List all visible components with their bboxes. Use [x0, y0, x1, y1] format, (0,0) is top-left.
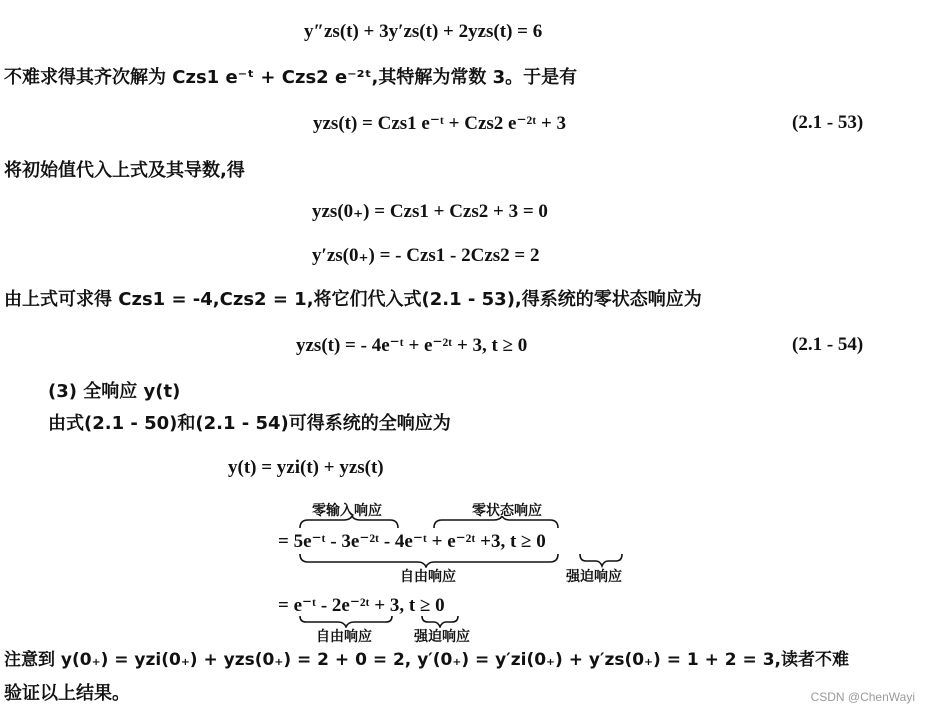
equation-final: = e⁻ᵗ - 2e⁻²ᵗ + 3, t ≥ 0 — [278, 595, 445, 616]
equation-yzs-general: yzs(t) = Czs1 e⁻ᵗ + Czs2 e⁻²ᵗ + 3 — [313, 113, 567, 134]
equation-initial-2: y′zs(0₊) = - Czs1 - 2Czs2 = 2 — [312, 245, 540, 266]
paragraph-solve: 由上式可求得 Czs1 = -4,Czs2 = 1,将它们代入式(2.1 - 53),得系统的零状态响应为 — [4, 289, 702, 310]
equation-number-53: (2.1 - 53) — [792, 112, 864, 133]
label-zero-input: 零输入响应 — [312, 503, 382, 519]
paragraph-initial: 将初始值代入上式及其导数,得 — [4, 160, 245, 181]
paragraph-verify-end: 验证以上结果。 — [4, 683, 130, 704]
paragraph-full-response: 由式(2.1 - 50)和(2.1 - 54)可得系统的全响应为 — [48, 413, 451, 434]
equation-yzs-final: yzs(t) = - 4e⁻ᵗ + e⁻²ᵗ + 3, t ≥ 0 — [296, 335, 528, 356]
paragraph-homogeneous: 不难求得其齐次解为 Czs1 e⁻ᵗ + Czs2 e⁻²ᵗ,其特解为常数 3。于是有 — [4, 67, 578, 88]
paragraph-verify: 注意到 y(0₊) = yzi(0₊) + yzs(0₊) = 2 + 0 = 2, y′(0₊) = y′zi(0₊) + y′zs(0₊) = 1 + 2 = 3,读者不难 — [4, 650, 849, 670]
label-free-response: 自由响应 — [400, 569, 456, 585]
equation-full-response: y(t) = yzi(t) + yzs(t) — [228, 457, 384, 478]
equation-ode: y″zs(t) + 3y′zs(t) + 2yzs(t) = 6 — [304, 21, 543, 42]
label-forced-response-2: 强迫响应 — [414, 629, 470, 645]
equation-number-54: (2.1 - 54) — [792, 334, 864, 355]
label-zero-state: 零状态响应 — [472, 503, 542, 519]
watermark: CSDN @ChenWayi — [810, 690, 915, 704]
equation-initial-1: yzs(0₊) = Czs1 + Czs2 + 3 = 0 — [312, 201, 548, 222]
section-full-response: (3) 全响应 y(t) — [48, 381, 181, 402]
label-free-response-2: 自由响应 — [316, 629, 372, 645]
top-braces — [298, 516, 568, 530]
label-forced-response: 强迫响应 — [566, 569, 622, 585]
equation-decomposition: = 5e⁻ᵗ - 3e⁻²ᵗ - 4e⁻ᵗ + e⁻²ᵗ +3, t ≥ 0 — [278, 531, 546, 552]
